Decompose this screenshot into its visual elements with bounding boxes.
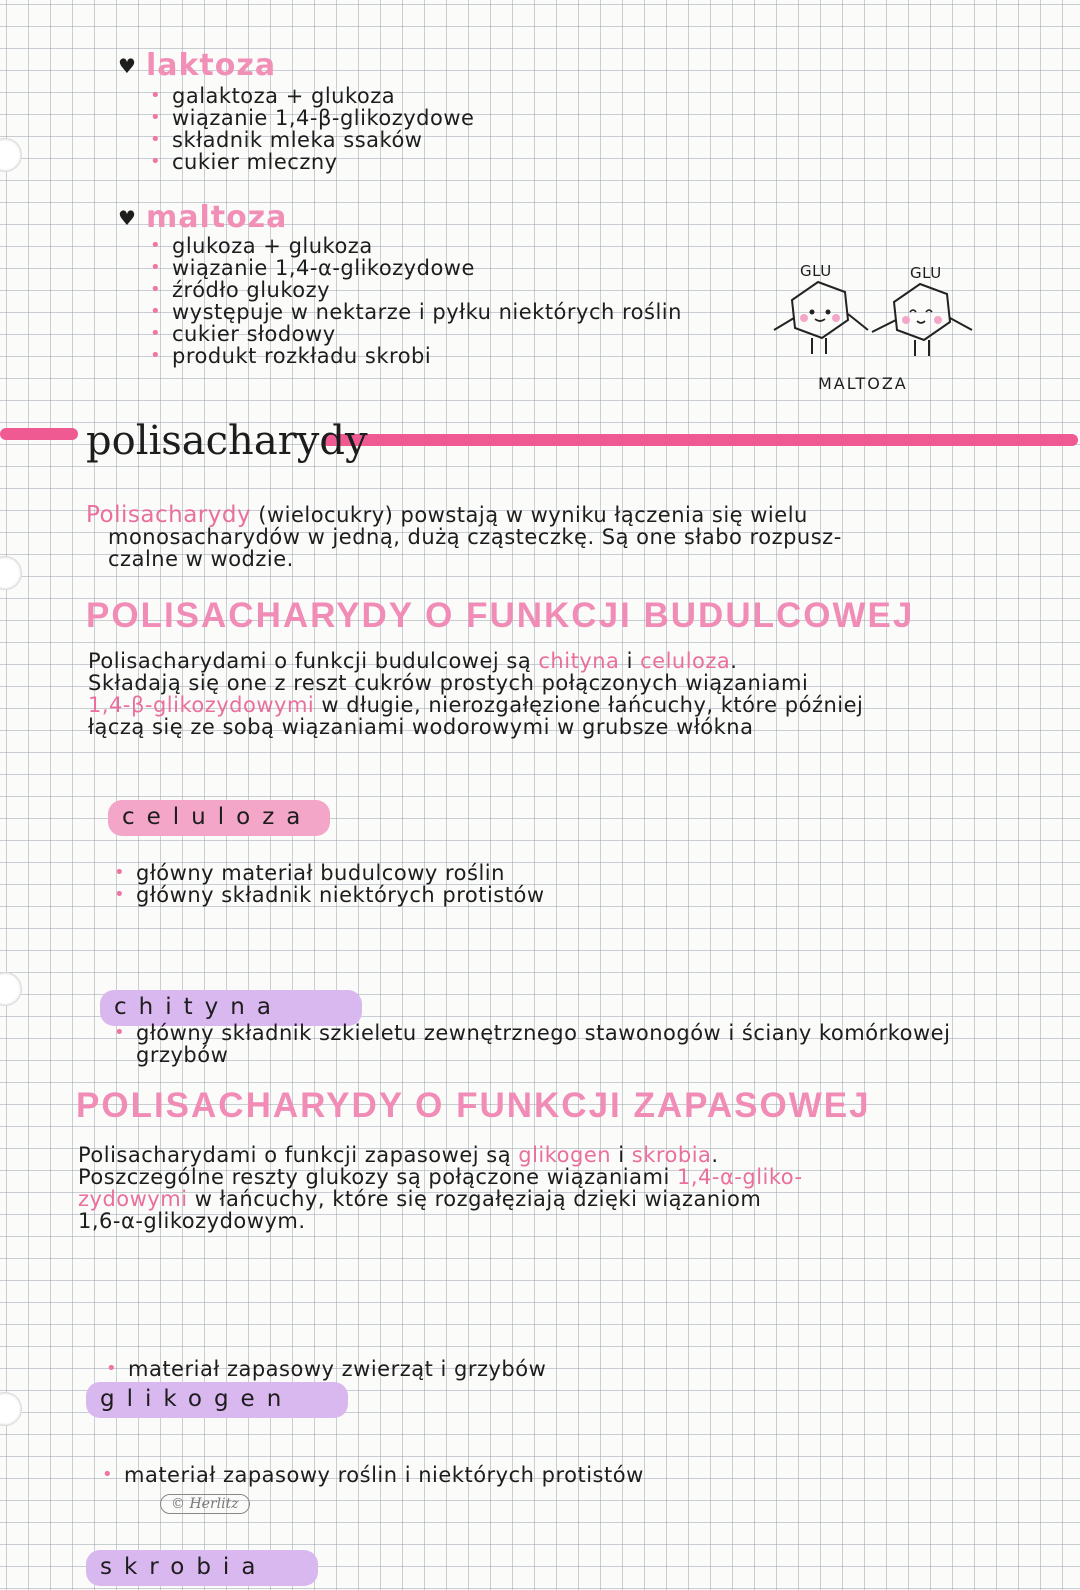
glikogen-list (104, 1358, 546, 1380)
text-span: w długie, nierozgałęzione łańcuchy, które później (314, 693, 864, 717)
celuloza-label (108, 796, 338, 840)
list-item: • cukier mleczny (148, 151, 474, 173)
glikogen-label (86, 1378, 356, 1422)
zapasowe-paragraph (78, 1144, 803, 1232)
paragraph-line: 1,6-α-glikozydowym. (78, 1209, 306, 1233)
zapasowe-title: POLISACHARYDY O FUNKCJI ZAPASOWEJ (76, 1086, 871, 1125)
maltoza-list (148, 235, 682, 367)
term-glikogen: glikogen (518, 1143, 612, 1167)
copyright-icon: © (171, 1496, 185, 1512)
list-item-continuation: grzybów (136, 1043, 229, 1067)
paragraph-line: Składają się one z reszt cukrów prostych połączonych wiązaniami (88, 671, 809, 695)
skrobia-list (100, 1464, 644, 1486)
list-item: • źródło glukozy (148, 279, 682, 301)
punch-hole (0, 972, 22, 1006)
term-skrobia: skrobia (631, 1143, 712, 1167)
term-celuloza: celuloza (640, 649, 731, 673)
pink-rule (322, 434, 1078, 446)
heart-icon: ♥ (118, 53, 136, 78)
list-item: • główny składnik niektórych protistów (112, 884, 545, 906)
text-span: w łańcuchy, które się rozgałęziają dzięki wiązaniom (187, 1187, 762, 1211)
text-span: Polisacharydami o funkcji zapasowej są (78, 1143, 519, 1167)
text-span: Polisacharydami o funkcji budulcowej są (88, 649, 539, 673)
paragraph-line: łączą się ze sobą wiązaniami wodorowymi w grubsze włókna (88, 715, 754, 739)
term-chityna: chityna (538, 649, 620, 673)
intro-line: (wielocukry) powstają w wyniku łączenia się wielu (251, 503, 808, 527)
list-item: • glukoza + glukoza (148, 235, 682, 257)
list-item: • główny składnik szkieletu zewnętrznego stawonogów i ściany komórkowej (112, 1022, 950, 1044)
intro-term: Polisacharydy (86, 502, 252, 528)
intro-line: czalne w wodzie. (108, 547, 294, 571)
glikogen-word: glikogen (100, 1386, 294, 1412)
maltoza-drawing (760, 262, 990, 402)
pink-rule (0, 428, 78, 440)
maltoza-title: maltoza (145, 200, 288, 235)
heart-icon: ♥ (118, 205, 136, 230)
list-item: • składnik mleka ssaków (148, 129, 474, 151)
herlitz-logo (160, 1494, 250, 1514)
term-bond: zydowymi (78, 1187, 188, 1211)
list-item: • produkt rozkładu skrobi (148, 345, 682, 367)
intro-line: monosacharydów w jedną, dużą cząsteczkę. Są one słabo rozpusz- (108, 525, 842, 549)
laktoza-section (118, 48, 474, 173)
chityna-word: chityna (114, 994, 283, 1020)
skrobia-word: skrobia (100, 1554, 268, 1580)
list-item: • materiał zapasowy zwierząt i grzybów (104, 1358, 546, 1380)
brand-name: Herlitz (189, 1496, 239, 1512)
list-item: • wiązanie 1,4-α-glikozydowe (148, 257, 682, 279)
budulcowe-paragraph (88, 650, 863, 738)
term-bond: 1,4-α-gliko- (676, 1165, 803, 1189)
list-item: • wiązanie 1,4-β-glikozydowe (148, 107, 474, 129)
list-item: • materiał zapasowy roślin i niektórych protistów (100, 1464, 644, 1486)
list-item: • główny materiał budulcowy roślin (112, 862, 545, 884)
chityna-list (112, 1022, 950, 1066)
punch-hole (0, 556, 22, 590)
celuloza-word: celuloza (122, 804, 313, 830)
budulcowe-title: POLISACHARYDY O FUNKCJI BUDULCOWEJ (86, 596, 915, 635)
maltoza-caption: MALTOZA (818, 374, 908, 393)
term-bond: 1,4-β-glikozydowymi (88, 693, 315, 717)
glu-label-right: GLU (910, 264, 942, 282)
list-item: • cukier słodowy (148, 323, 682, 345)
polisacharydy-heading: polisacharydy (86, 418, 368, 464)
polisacharydy-intro (86, 504, 842, 570)
punch-hole (0, 138, 22, 172)
glu-label-left: GLU (800, 262, 832, 280)
list-item: • występuje w nektarze i pyłku niektórych roślin (148, 301, 682, 323)
punch-hole (0, 1392, 22, 1426)
skrobia-label (86, 1546, 326, 1590)
text-span: i (619, 649, 641, 673)
text-span: Poszczególne reszty glukozy są połączone wiązaniami (78, 1165, 677, 1189)
list-item: • galaktoza + glukoza (148, 85, 474, 107)
celuloza-list (112, 862, 545, 906)
text-span: i (611, 1143, 632, 1167)
laktoza-title: laktoza (145, 48, 277, 83)
text-span: . (711, 1143, 719, 1167)
text-span: . (730, 649, 738, 673)
maltoza-section (118, 200, 682, 367)
laktoza-list (148, 85, 474, 173)
